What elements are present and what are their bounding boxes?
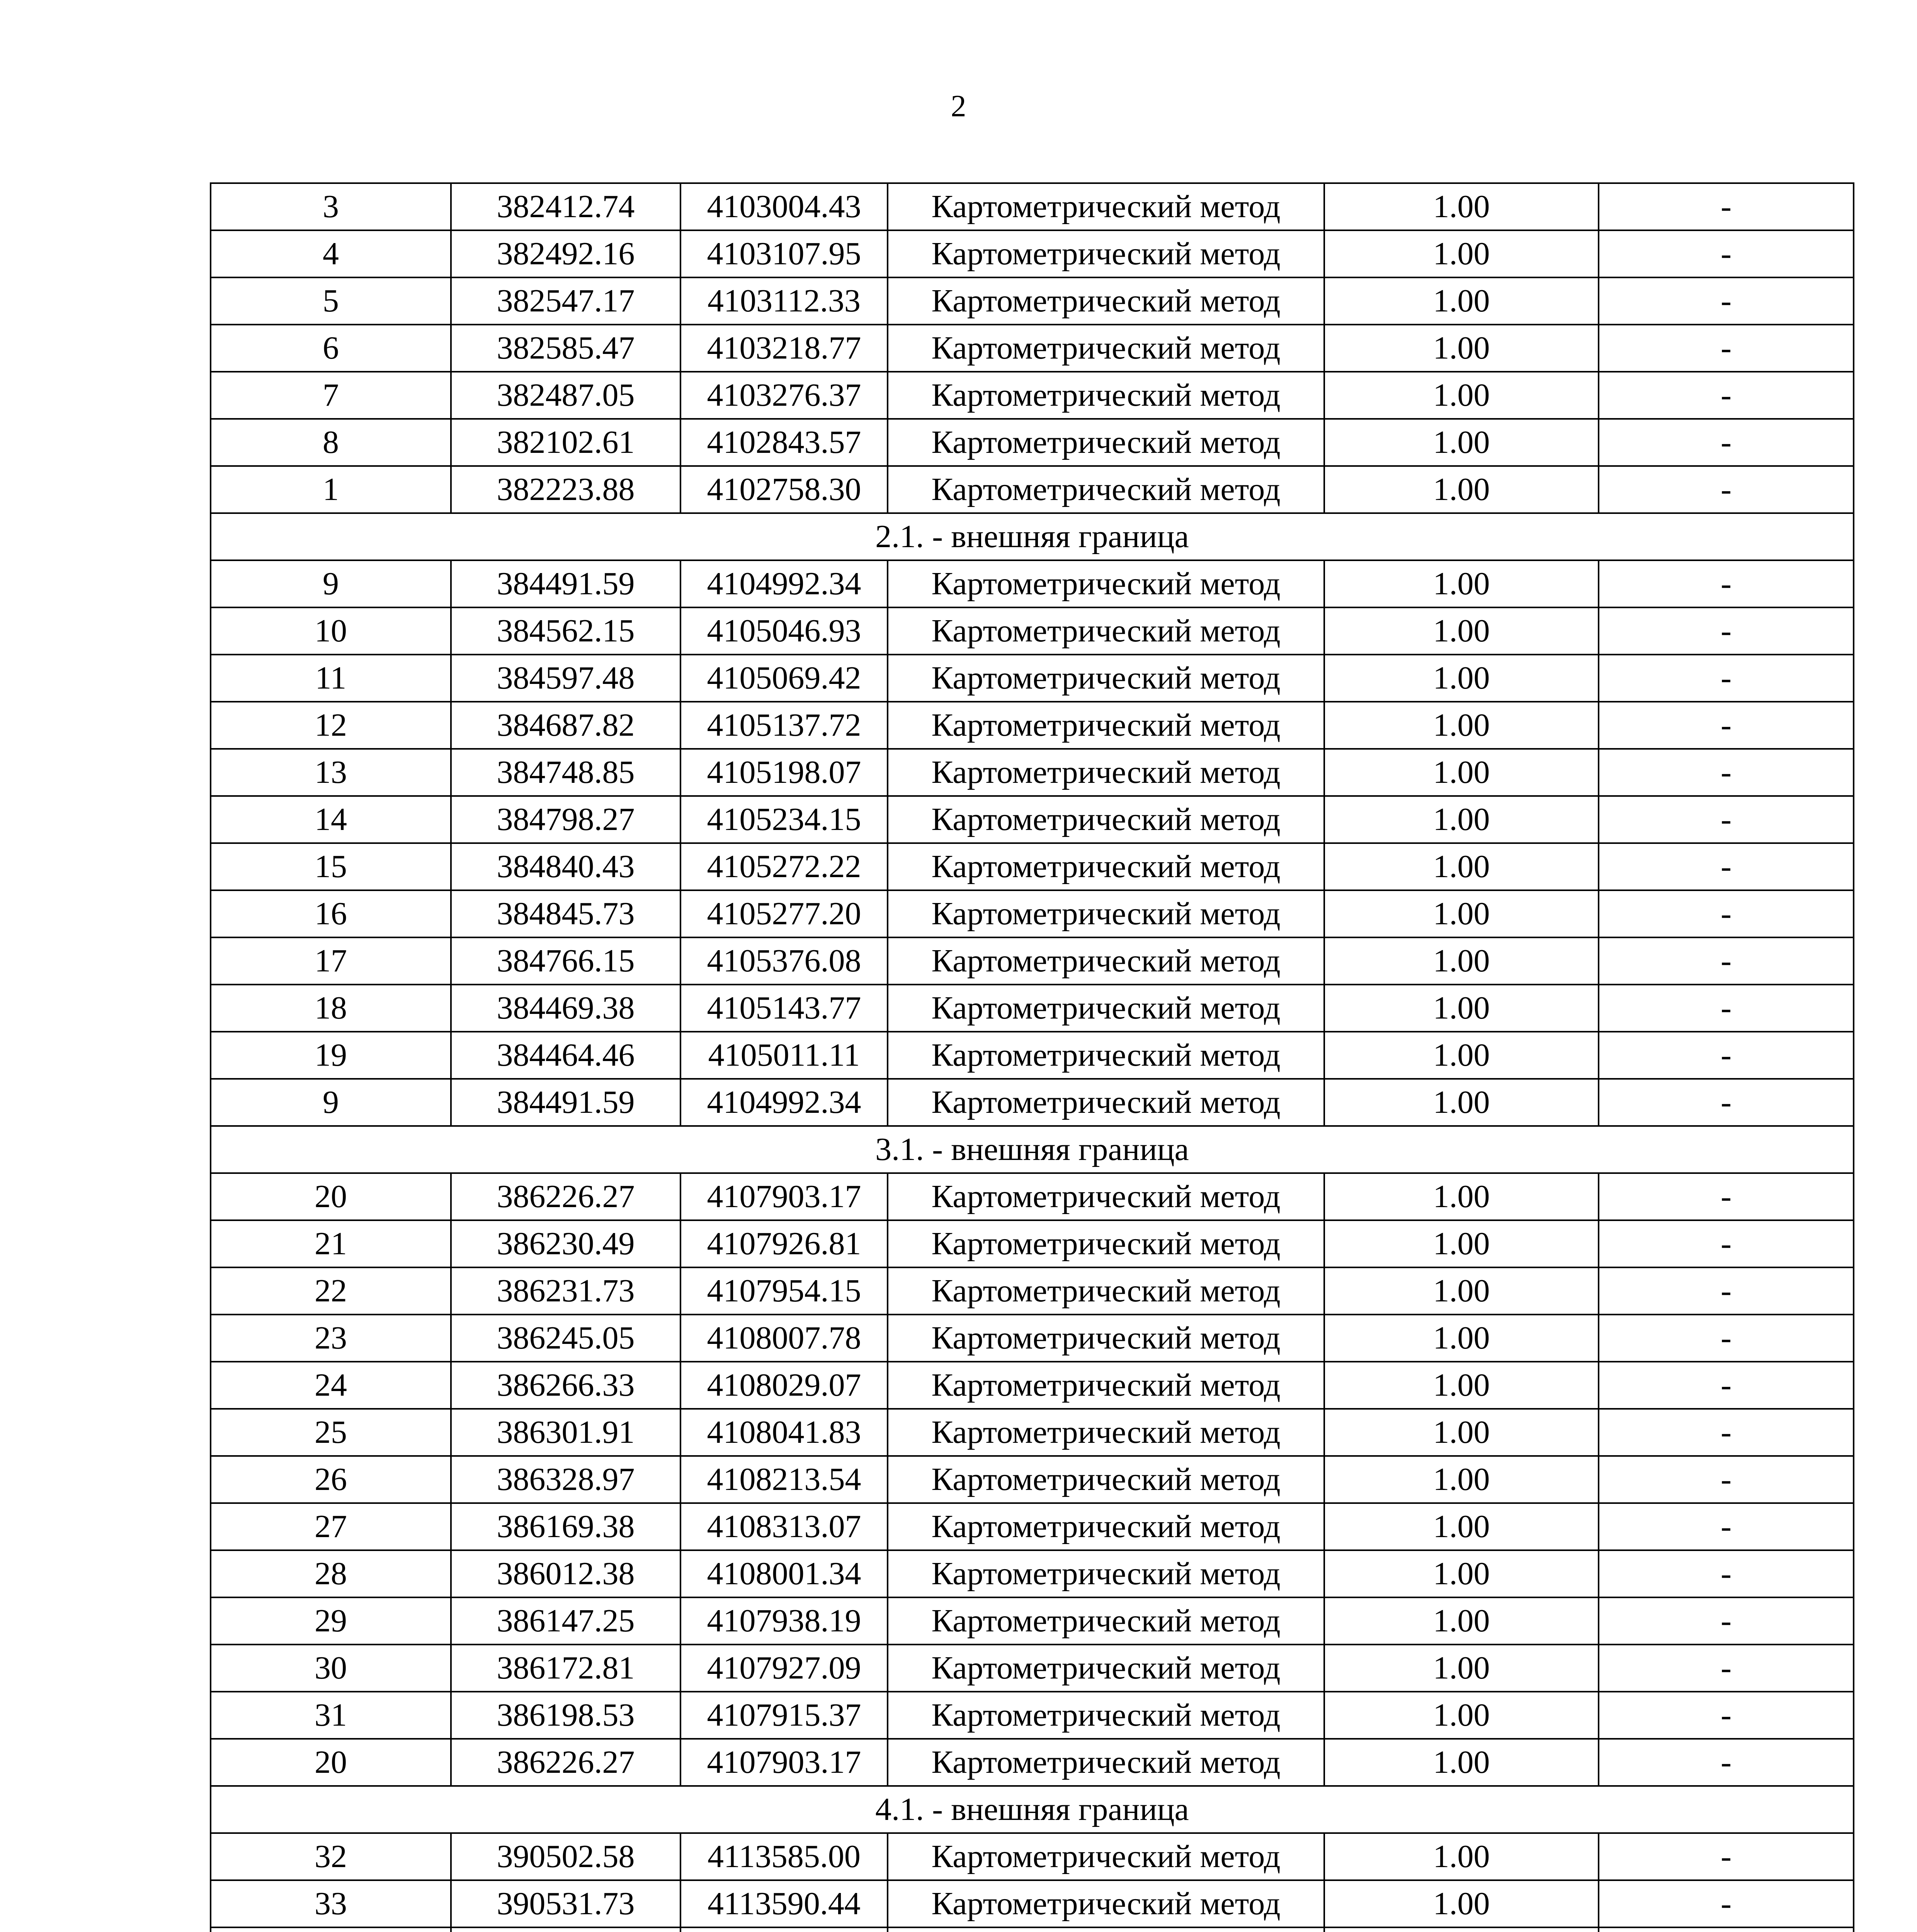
section-title: 4.1. - внешняя граница bbox=[211, 1786, 1854, 1833]
point-number-cell: 19 bbox=[211, 1032, 451, 1079]
accuracy-cell: 1.00 bbox=[1324, 277, 1599, 325]
accuracy-cell: 1.00 bbox=[1324, 1362, 1599, 1409]
x-coordinate-cell: 384748.85 bbox=[451, 749, 680, 796]
x-coordinate-cell: 386231.73 bbox=[451, 1267, 680, 1315]
accuracy-cell: 1.00 bbox=[1324, 1597, 1599, 1645]
x-coordinate-cell: 382102.61 bbox=[451, 419, 680, 466]
point-number-cell: 13 bbox=[211, 749, 451, 796]
point-number-cell: 29 bbox=[211, 1597, 451, 1645]
table-row bbox=[211, 419, 1854, 466]
description-cell bbox=[1599, 1927, 1854, 1932]
method-cell: Картометрический метод bbox=[888, 419, 1324, 466]
y-coordinate-cell: 4108001.34 bbox=[680, 1550, 888, 1597]
method-cell: Картометрический метод bbox=[888, 655, 1324, 702]
method-cell: Картометрический метод bbox=[888, 277, 1324, 325]
accuracy-cell: 1.00 bbox=[1324, 1739, 1599, 1786]
accuracy-cell: 1.00 bbox=[1324, 1409, 1599, 1456]
accuracy-cell: 1.00 bbox=[1324, 1550, 1599, 1597]
description-cell: - bbox=[1599, 702, 1854, 749]
x-coordinate-cell: 384798.27 bbox=[451, 796, 680, 843]
y-coordinate-cell: 4103004.43 bbox=[680, 183, 888, 230]
method-cell: Картометрический метод bbox=[888, 749, 1324, 796]
method-cell: Картометрический метод bbox=[888, 890, 1324, 937]
method-cell: Картометрический метод bbox=[888, 985, 1324, 1032]
x-coordinate-cell: 386147.25 bbox=[451, 1597, 680, 1645]
point-number-cell: 18 bbox=[211, 985, 451, 1032]
y-coordinate-cell: 4103107.95 bbox=[680, 230, 888, 277]
point-number-cell: 5 bbox=[211, 277, 451, 325]
y-coordinate-cell: 4107927.09 bbox=[680, 1645, 888, 1692]
y-coordinate-cell: 4107926.81 bbox=[680, 1220, 888, 1267]
description-cell: - bbox=[1599, 890, 1854, 937]
method-cell: Картометрический метод bbox=[888, 230, 1324, 277]
point-number-cell: 22 bbox=[211, 1267, 451, 1315]
table-row bbox=[211, 183, 1854, 230]
accuracy-cell: 1.00 bbox=[1324, 325, 1599, 372]
y-coordinate-cell: 4107903.17 bbox=[680, 1173, 888, 1220]
y-coordinate-cell: 4103276.37 bbox=[680, 372, 888, 419]
accuracy-cell: 1.00 bbox=[1324, 702, 1599, 749]
method-cell: Картометрический метод bbox=[888, 1032, 1324, 1079]
accuracy-cell: 1.00 bbox=[1324, 1880, 1599, 1927]
description-cell: - bbox=[1599, 419, 1854, 466]
section-title: 2.1. - внешняя граница bbox=[211, 513, 1854, 560]
point-number-cell: 23 bbox=[211, 1315, 451, 1362]
point-number-cell: 17 bbox=[211, 937, 451, 985]
table-row bbox=[211, 1409, 1854, 1456]
y-coordinate-cell: 4108313.07 bbox=[680, 1503, 888, 1550]
method-cell: Картометрический метод bbox=[888, 183, 1324, 230]
x-coordinate-cell bbox=[451, 1927, 680, 1932]
x-coordinate-cell: 386172.81 bbox=[451, 1645, 680, 1692]
accuracy-cell: 1.00 bbox=[1324, 1645, 1599, 1692]
x-coordinate-cell: 386266.33 bbox=[451, 1362, 680, 1409]
x-coordinate-cell: 384491.59 bbox=[451, 1079, 680, 1126]
table-row bbox=[211, 1173, 1854, 1220]
x-coordinate-cell: 382412.74 bbox=[451, 183, 680, 230]
description-cell: - bbox=[1599, 560, 1854, 607]
point-number-cell: 26 bbox=[211, 1456, 451, 1503]
description-cell: - bbox=[1599, 277, 1854, 325]
y-coordinate-cell: 4113590.44 bbox=[680, 1880, 888, 1927]
accuracy-cell: 1.00 bbox=[1324, 655, 1599, 702]
accuracy-cell: 1.00 bbox=[1324, 749, 1599, 796]
description-cell: - bbox=[1599, 607, 1854, 655]
method-cell: Картометрический метод bbox=[888, 1173, 1324, 1220]
section-row bbox=[211, 1126, 1854, 1173]
x-coordinate-cell: 384845.73 bbox=[451, 890, 680, 937]
description-cell: - bbox=[1599, 372, 1854, 419]
table-row bbox=[211, 1503, 1854, 1550]
description-cell: - bbox=[1599, 325, 1854, 372]
method-cell: Картометрический метод bbox=[888, 1833, 1324, 1880]
accuracy-cell: 1.00 bbox=[1324, 1267, 1599, 1315]
table-row bbox=[211, 1079, 1854, 1126]
y-coordinate-cell: 4103112.33 bbox=[680, 277, 888, 325]
accuracy-cell: 1.00 bbox=[1324, 607, 1599, 655]
method-cell: Картометрический метод bbox=[888, 1079, 1324, 1126]
y-coordinate-cell: 4107938.19 bbox=[680, 1597, 888, 1645]
point-number-cell: 33 bbox=[211, 1880, 451, 1927]
accuracy-cell: 1.00 bbox=[1324, 1503, 1599, 1550]
description-cell: - bbox=[1599, 749, 1854, 796]
point-number-cell: 16 bbox=[211, 890, 451, 937]
description-cell: - bbox=[1599, 1173, 1854, 1220]
description-cell: - bbox=[1599, 1550, 1854, 1597]
method-cell: Картометрический метод bbox=[888, 372, 1324, 419]
description-cell: - bbox=[1599, 1833, 1854, 1880]
description-cell: - bbox=[1599, 1739, 1854, 1786]
table-row bbox=[211, 890, 1854, 937]
x-coordinate-cell: 384840.43 bbox=[451, 843, 680, 890]
point-number-cell: 9 bbox=[211, 560, 451, 607]
point-number-cell: 20 bbox=[211, 1739, 451, 1786]
description-cell: - bbox=[1599, 1220, 1854, 1267]
point-number-cell: 20 bbox=[211, 1173, 451, 1220]
y-coordinate-cell: 4107915.37 bbox=[680, 1692, 888, 1739]
y-coordinate-cell: 4107954.15 bbox=[680, 1267, 888, 1315]
accuracy-cell: 1.00 bbox=[1324, 1220, 1599, 1267]
table-row bbox=[211, 937, 1854, 985]
x-coordinate-cell: 384491.59 bbox=[451, 560, 680, 607]
point-number-cell: 30 bbox=[211, 1645, 451, 1692]
y-coordinate-cell: 4105272.22 bbox=[680, 843, 888, 890]
section-title: 3.1. - внешняя граница bbox=[211, 1126, 1854, 1173]
point-number-cell: 11 bbox=[211, 655, 451, 702]
method-cell: Картометрический метод bbox=[888, 937, 1324, 985]
y-coordinate-cell: 4102758.30 bbox=[680, 466, 888, 513]
y-coordinate-cell: 4105011.11 bbox=[680, 1032, 888, 1079]
description-cell: - bbox=[1599, 655, 1854, 702]
section-row bbox=[211, 513, 1854, 560]
accuracy-cell: 1.00 bbox=[1324, 560, 1599, 607]
description-cell: - bbox=[1599, 1880, 1854, 1927]
point-number-cell: 3 bbox=[211, 183, 451, 230]
point-number-cell: 12 bbox=[211, 702, 451, 749]
table-row bbox=[211, 325, 1854, 372]
accuracy-cell: 1.00 bbox=[1324, 372, 1599, 419]
table-row bbox=[211, 1739, 1854, 1786]
page-number: 2 bbox=[951, 89, 966, 123]
table-row bbox=[211, 1220, 1854, 1267]
x-coordinate-cell: 386245.05 bbox=[451, 1315, 680, 1362]
method-cell: Картометрический метод bbox=[888, 1315, 1324, 1362]
table-row bbox=[211, 843, 1854, 890]
method-cell: Картометрический метод bbox=[888, 1456, 1324, 1503]
method-cell: Картометрический метод bbox=[888, 560, 1324, 607]
method-cell: Картометрический метод bbox=[888, 1220, 1324, 1267]
accuracy-cell: 1.00 bbox=[1324, 937, 1599, 985]
point-number-cell: 27 bbox=[211, 1503, 451, 1550]
table-row bbox=[211, 796, 1854, 843]
accuracy-cell: 1.00 bbox=[1324, 1833, 1599, 1880]
x-coordinate-cell: 390531.73 bbox=[451, 1880, 680, 1927]
accuracy-cell: 1.00 bbox=[1324, 1032, 1599, 1079]
point-number-cell: 15 bbox=[211, 843, 451, 890]
y-coordinate-cell: 4103218.77 bbox=[680, 325, 888, 372]
description-cell: - bbox=[1599, 1645, 1854, 1692]
x-coordinate-cell: 386301.91 bbox=[451, 1409, 680, 1456]
x-coordinate-cell: 384766.15 bbox=[451, 937, 680, 985]
description-cell: - bbox=[1599, 843, 1854, 890]
method-cell: Картометрический метод bbox=[888, 796, 1324, 843]
table-row bbox=[211, 749, 1854, 796]
method-cell: Картометрический метод bbox=[888, 1645, 1324, 1692]
accuracy-cell: 1.00 bbox=[1324, 466, 1599, 513]
y-coordinate-cell: 4105277.20 bbox=[680, 890, 888, 937]
method-cell bbox=[888, 1927, 1324, 1932]
table-row bbox=[211, 985, 1854, 1032]
description-cell: - bbox=[1599, 230, 1854, 277]
description-cell: - bbox=[1599, 1362, 1854, 1409]
y-coordinate-cell: 4113585.00 bbox=[680, 1833, 888, 1880]
x-coordinate-cell: 386012.38 bbox=[451, 1550, 680, 1597]
point-number-cell: 32 bbox=[211, 1833, 451, 1880]
accuracy-cell: 1.00 bbox=[1324, 230, 1599, 277]
method-cell: Картометрический метод bbox=[888, 607, 1324, 655]
table-row bbox=[211, 1267, 1854, 1315]
table-row bbox=[211, 1927, 1854, 1932]
table-row bbox=[211, 277, 1854, 325]
method-cell: Картометрический метод bbox=[888, 1550, 1324, 1597]
accuracy-cell: 1.00 bbox=[1324, 1079, 1599, 1126]
accuracy-cell: 1.00 bbox=[1324, 1315, 1599, 1362]
coordinates-table-body bbox=[211, 183, 1854, 1932]
accuracy-cell: 1.00 bbox=[1324, 1456, 1599, 1503]
point-number-cell: 28 bbox=[211, 1550, 451, 1597]
table-row bbox=[211, 1692, 1854, 1739]
y-coordinate-cell bbox=[680, 1927, 888, 1932]
description-cell: - bbox=[1599, 985, 1854, 1032]
y-coordinate-cell: 4105143.77 bbox=[680, 985, 888, 1032]
y-coordinate-cell: 4104992.34 bbox=[680, 1079, 888, 1126]
description-cell: - bbox=[1599, 1503, 1854, 1550]
table-row bbox=[211, 702, 1854, 749]
method-cell: Картометрический метод bbox=[888, 843, 1324, 890]
table-row bbox=[211, 1880, 1854, 1927]
table-row bbox=[211, 655, 1854, 702]
x-coordinate-cell: 384464.46 bbox=[451, 1032, 680, 1079]
y-coordinate-cell: 4108041.83 bbox=[680, 1409, 888, 1456]
y-coordinate-cell: 4105046.93 bbox=[680, 607, 888, 655]
point-number-cell: 21 bbox=[211, 1220, 451, 1267]
x-coordinate-cell: 384562.15 bbox=[451, 607, 680, 655]
table-row bbox=[211, 466, 1854, 513]
method-cell: Картометрический метод bbox=[888, 1880, 1324, 1927]
y-coordinate-cell: 4108213.54 bbox=[680, 1456, 888, 1503]
x-coordinate-cell: 386198.53 bbox=[451, 1692, 680, 1739]
x-coordinate-cell: 386226.27 bbox=[451, 1739, 680, 1786]
y-coordinate-cell: 4104992.34 bbox=[680, 560, 888, 607]
point-number-cell: 9 bbox=[211, 1079, 451, 1126]
table-row bbox=[211, 560, 1854, 607]
description-cell: - bbox=[1599, 1456, 1854, 1503]
accuracy-cell: 1.00 bbox=[1324, 890, 1599, 937]
x-coordinate-cell: 386230.49 bbox=[451, 1220, 680, 1267]
accuracy-cell: 1.00 bbox=[1324, 843, 1599, 890]
y-coordinate-cell: 4105198.07 bbox=[680, 749, 888, 796]
y-coordinate-cell: 4108007.78 bbox=[680, 1315, 888, 1362]
method-cell: Картометрический метод bbox=[888, 1739, 1324, 1786]
description-cell: - bbox=[1599, 466, 1854, 513]
method-cell: Картометрический метод bbox=[888, 466, 1324, 513]
point-number-cell: 31 bbox=[211, 1692, 451, 1739]
accuracy-cell: 1.00 bbox=[1324, 419, 1599, 466]
x-coordinate-cell: 384687.82 bbox=[451, 702, 680, 749]
method-cell: Картометрический метод bbox=[888, 1503, 1324, 1550]
accuracy-cell bbox=[1324, 1927, 1599, 1932]
point-number-cell: 25 bbox=[211, 1409, 451, 1456]
point-number-cell: 8 bbox=[211, 419, 451, 466]
point-number-cell: 4 bbox=[211, 230, 451, 277]
x-coordinate-cell: 384469.38 bbox=[451, 985, 680, 1032]
method-cell: Картометрический метод bbox=[888, 1362, 1324, 1409]
method-cell: Картометрический метод bbox=[888, 1597, 1324, 1645]
table-row bbox=[211, 1645, 1854, 1692]
description-cell: - bbox=[1599, 183, 1854, 230]
method-cell: Картометрический метод bbox=[888, 1409, 1324, 1456]
point-number-cell: 24 bbox=[211, 1362, 451, 1409]
y-coordinate-cell: 4108029.07 bbox=[680, 1362, 888, 1409]
description-cell: - bbox=[1599, 1267, 1854, 1315]
table-row bbox=[211, 372, 1854, 419]
y-coordinate-cell: 4105234.15 bbox=[680, 796, 888, 843]
x-coordinate-cell: 382223.88 bbox=[451, 466, 680, 513]
method-cell: Картометрический метод bbox=[888, 325, 1324, 372]
point-number-cell: 1 bbox=[211, 466, 451, 513]
x-coordinate-cell: 382492.16 bbox=[451, 230, 680, 277]
x-coordinate-cell: 386328.97 bbox=[451, 1456, 680, 1503]
description-cell: - bbox=[1599, 1079, 1854, 1126]
x-coordinate-cell: 382547.17 bbox=[451, 277, 680, 325]
point-number-cell: 14 bbox=[211, 796, 451, 843]
description-cell: - bbox=[1599, 1032, 1854, 1079]
y-coordinate-cell: 4105069.42 bbox=[680, 655, 888, 702]
table-row bbox=[211, 1315, 1854, 1362]
method-cell: Картометрический метод bbox=[888, 1267, 1324, 1315]
point-number-cell: 7 bbox=[211, 372, 451, 419]
x-coordinate-cell: 384597.48 bbox=[451, 655, 680, 702]
table-row bbox=[211, 1597, 1854, 1645]
y-coordinate-cell: 4102843.57 bbox=[680, 419, 888, 466]
description-cell: - bbox=[1599, 796, 1854, 843]
table-row bbox=[211, 1833, 1854, 1880]
accuracy-cell: 1.00 bbox=[1324, 1692, 1599, 1739]
accuracy-cell: 1.00 bbox=[1324, 183, 1599, 230]
point-number-cell: 10 bbox=[211, 607, 451, 655]
point-number-cell bbox=[211, 1927, 451, 1932]
table-row bbox=[211, 1456, 1854, 1503]
point-number-cell: 6 bbox=[211, 325, 451, 372]
method-cell: Картометрический метод bbox=[888, 1692, 1324, 1739]
description-cell: - bbox=[1599, 937, 1854, 985]
x-coordinate-cell: 386169.38 bbox=[451, 1503, 680, 1550]
x-coordinate-cell: 382585.47 bbox=[451, 325, 680, 372]
accuracy-cell: 1.00 bbox=[1324, 796, 1599, 843]
section-row bbox=[211, 1786, 1854, 1833]
y-coordinate-cell: 4105376.08 bbox=[680, 937, 888, 985]
table-row bbox=[211, 230, 1854, 277]
x-coordinate-cell: 390502.58 bbox=[451, 1833, 680, 1880]
y-coordinate-cell: 4107903.17 bbox=[680, 1739, 888, 1786]
description-cell: - bbox=[1599, 1315, 1854, 1362]
description-cell: - bbox=[1599, 1692, 1854, 1739]
description-cell: - bbox=[1599, 1597, 1854, 1645]
table-row bbox=[211, 1362, 1854, 1409]
y-coordinate-cell: 4105137.72 bbox=[680, 702, 888, 749]
table-row bbox=[211, 1550, 1854, 1597]
table-row bbox=[211, 1032, 1854, 1079]
coordinates-table bbox=[210, 182, 1854, 1932]
accuracy-cell: 1.00 bbox=[1324, 1173, 1599, 1220]
x-coordinate-cell: 386226.27 bbox=[451, 1173, 680, 1220]
x-coordinate-cell: 382487.05 bbox=[451, 372, 680, 419]
table-row bbox=[211, 607, 1854, 655]
method-cell: Картометрический метод bbox=[888, 702, 1324, 749]
description-cell: - bbox=[1599, 1409, 1854, 1456]
accuracy-cell: 1.00 bbox=[1324, 985, 1599, 1032]
